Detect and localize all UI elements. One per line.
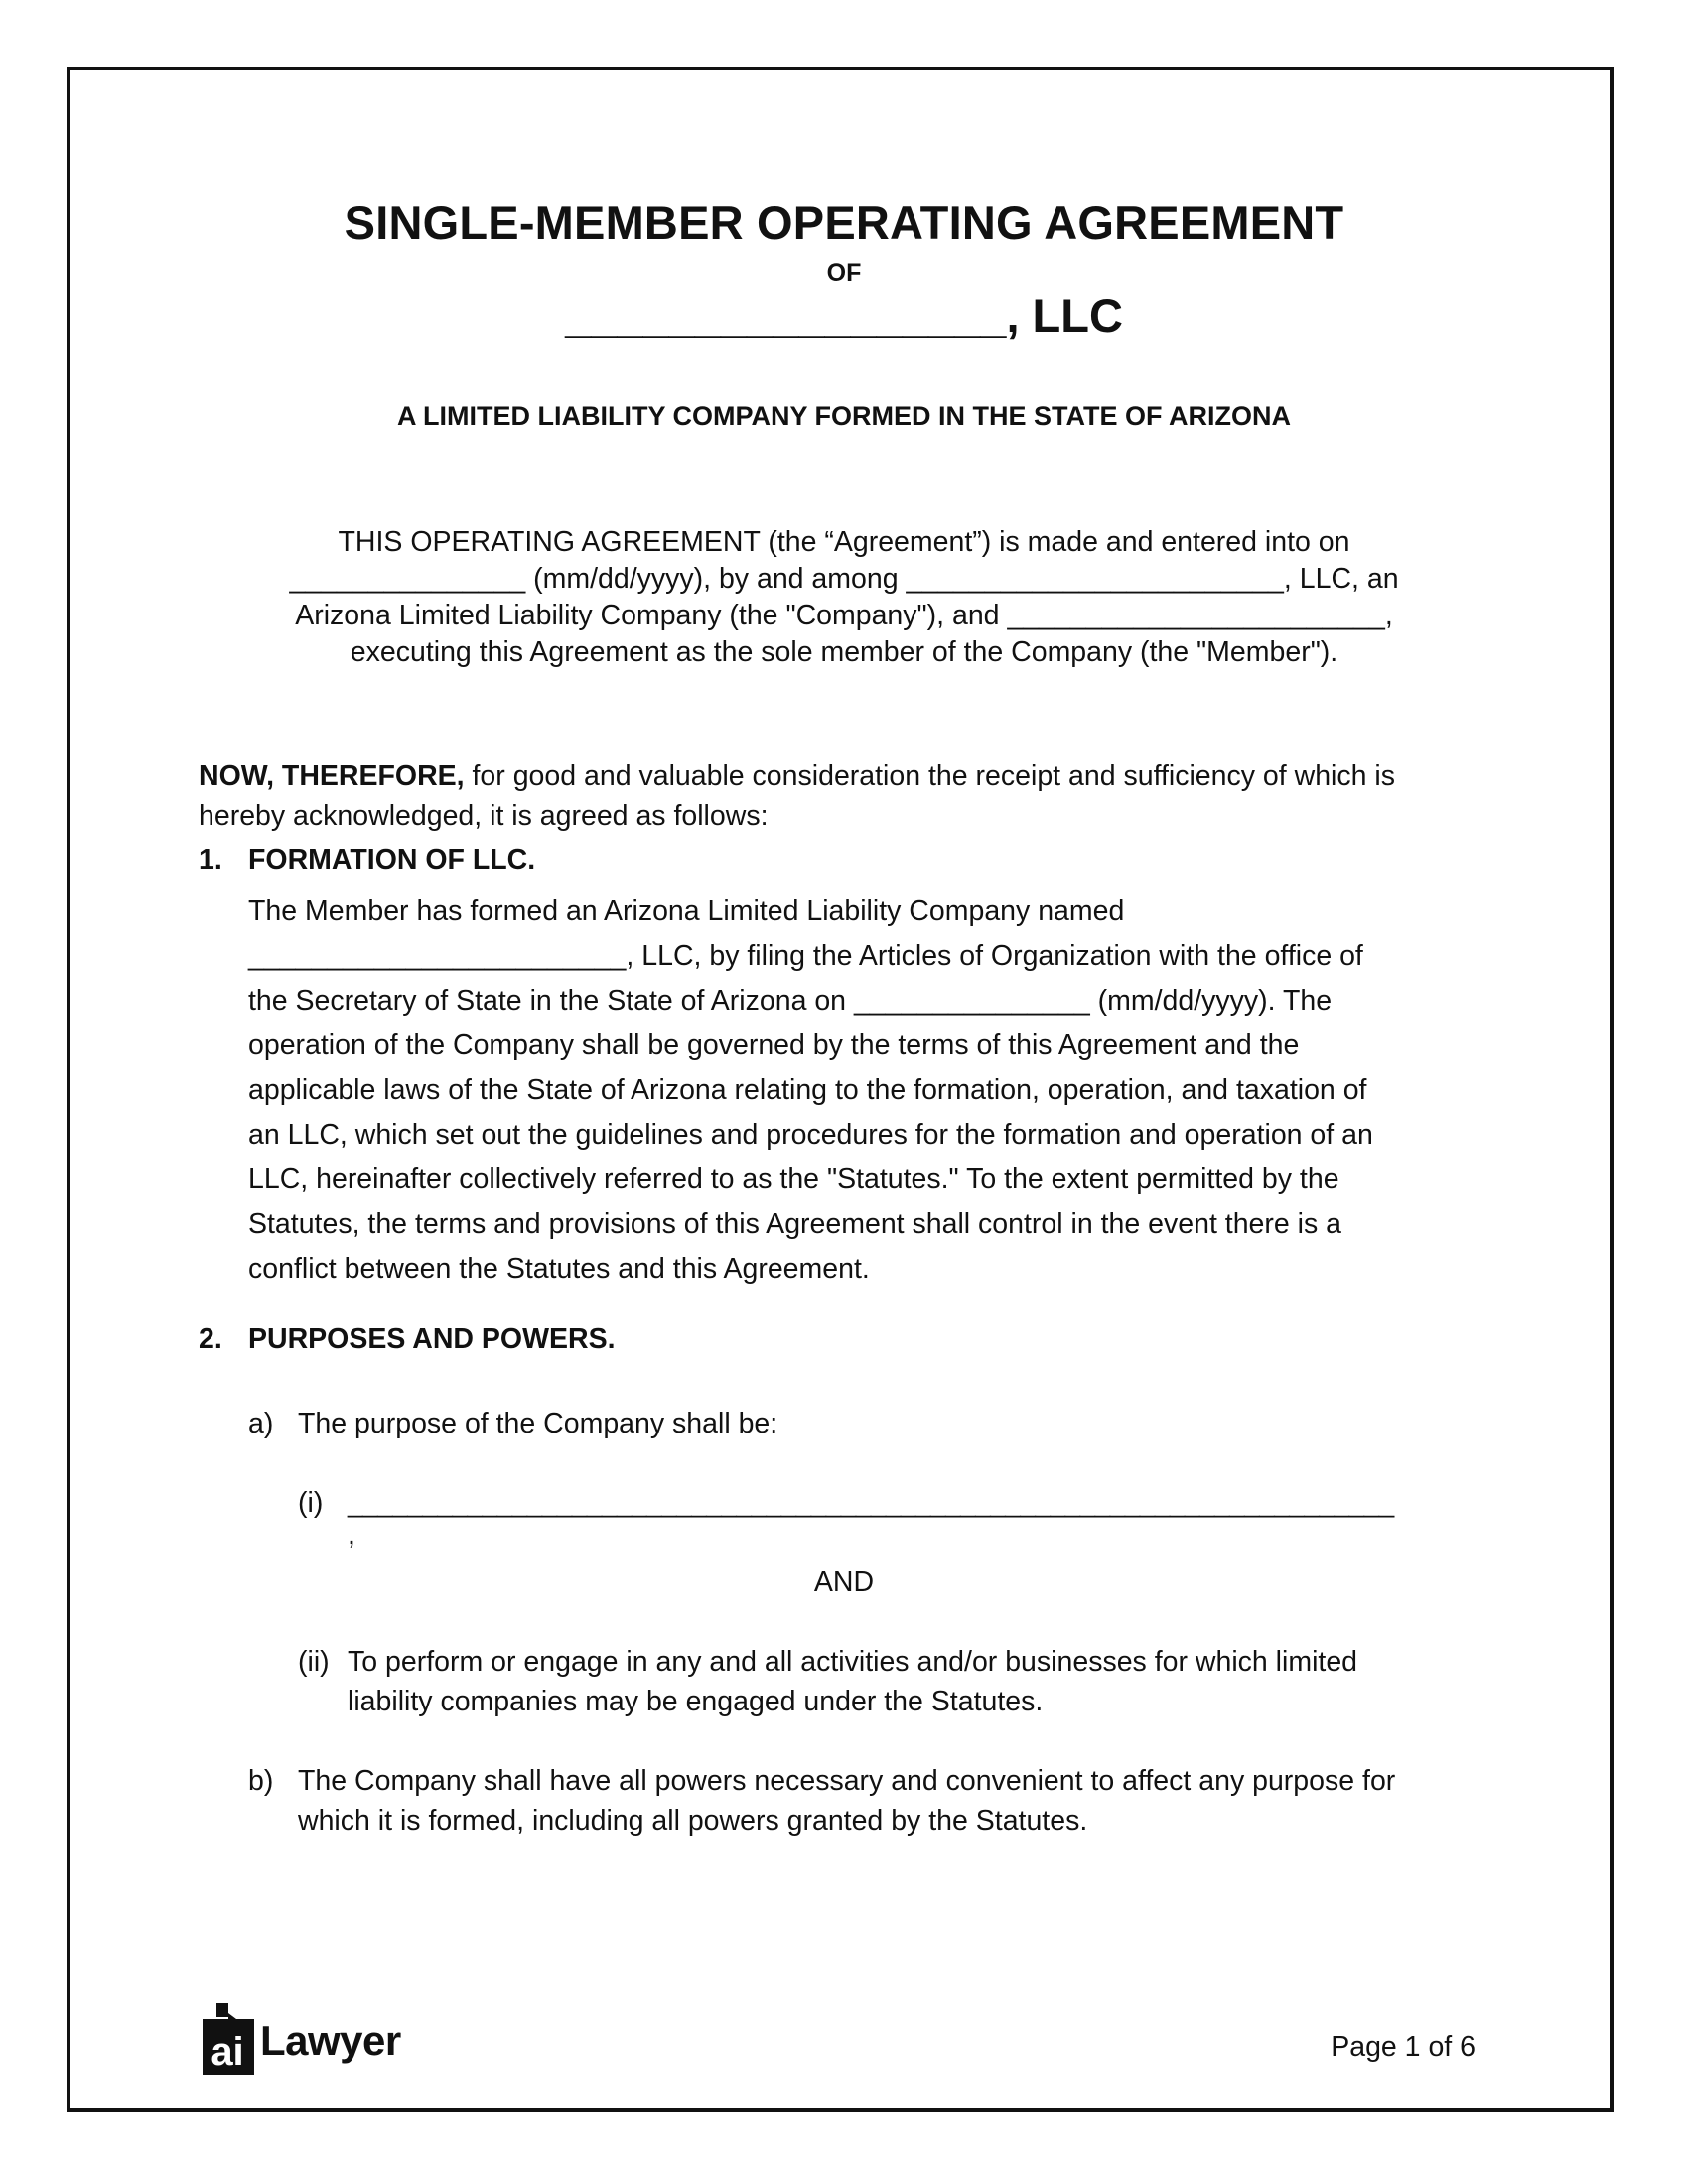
- logo-wordmark: Lawyer: [260, 2017, 401, 2064]
- item-b: [248, 1761, 1489, 1841]
- item-text-line: To perform or engage in any and all activities and/or businesses for which limited: [348, 1646, 1358, 1678]
- ai-logo-icon: [203, 2003, 254, 2075]
- and-separator: AND: [813, 1567, 875, 1598]
- item-label: a): [248, 1408, 274, 1439]
- title-of: OF: [826, 259, 862, 287]
- item-text-line: The Company shall have all powers necessary and convenient to affect any purpose for: [298, 1765, 1396, 1797]
- intro-line: executing this Agreement as the sole member of the Company (the "Member").: [350, 636, 1338, 668]
- section-heading: PURPOSES AND POWERS.: [248, 1323, 616, 1355]
- purpose-blank-line: ______________________________________________________________________: [348, 1487, 1394, 1518]
- item-label: (ii): [298, 1646, 330, 1678]
- section-1-heading: [199, 844, 1489, 884]
- section-heading: FORMATION OF LLC.: [248, 844, 536, 876]
- body-line: LLC, hereinafter collectively referred to as the "Statutes." To the extent permitted by the: [248, 1163, 1339, 1195]
- body-line: Statutes, the terms and provisions of this Agreement shall control in the event there is a: [248, 1208, 1342, 1240]
- body-line: ________________________, LLC, by filing the Articles of Organization with the office of: [248, 940, 1363, 972]
- document-subtitle: A LIMITED LIABILITY COMPANY FORMED IN THE STATE OF ARIZONA: [397, 401, 1291, 431]
- logo-mark-text: ai: [211, 2030, 244, 2074]
- item-label: b): [248, 1765, 274, 1797]
- company-name-line: _________________, LLC: [565, 289, 1123, 341]
- now-therefore-rest: for good and valuable consideration the receipt and sufficiency of which is: [464, 760, 1395, 792]
- intro-line: THIS OPERATING AGREEMENT (the “Agreement”) is made and entered into on: [338, 526, 1350, 558]
- now-therefore-bold: NOW, THEREFORE,: [199, 760, 465, 792]
- item-i: [298, 1483, 1489, 1563]
- body-line: an LLC, which set out the guidelines and procedures for the formation and operation of an: [248, 1119, 1373, 1151]
- page-number: Page 1 of 6: [1331, 2031, 1476, 2063]
- body-line: applicable laws of the State of Arizona relating to the formation, operation, and taxation of: [248, 1074, 1367, 1106]
- now-therefore-paragraph: [199, 756, 1489, 836]
- body-line: The Member has formed an Arizona Limited Liability Company named: [248, 895, 1125, 927]
- item-text-line: which it is formed, including all powers granted by the Statutes.: [298, 1805, 1088, 1837]
- intro-line: Arizona Limited Liability Company (the "Company"), and ________________________,: [295, 600, 1393, 631]
- body-line: conflict between the Statutes and this Agreement.: [248, 1253, 870, 1285]
- item-a: [248, 1404, 1489, 1443]
- now-therefore-line-2: hereby acknowledged, it is agreed as follows:: [199, 800, 769, 832]
- section-1-body: [248, 889, 1489, 1292]
- now-therefore-line-1: [199, 756, 1489, 796]
- item-label: (i): [298, 1487, 324, 1519]
- section-number: 1.: [199, 844, 222, 876]
- item-text: The purpose of the Company shall be:: [298, 1408, 778, 1439]
- document-title: SINGLE-MEMBER OPERATING AGREEMENT: [344, 197, 1344, 249]
- section-2-heading: [199, 1323, 1489, 1363]
- intro-paragraph: [0, 524, 1688, 671]
- item-text-line: liability companies may be engaged under the Statutes.: [348, 1686, 1044, 1717]
- section-number: 2.: [199, 1323, 222, 1355]
- item-comma: ,: [348, 1519, 355, 1551]
- item-ii: [298, 1642, 1489, 1721]
- intro-line: _______________ (mm/dd/yyyy), by and among ________________________, LLC, an: [289, 563, 1399, 595]
- body-line: the Secretary of State in the State of Arizona on _______________ (mm/dd/yyyy). The: [248, 985, 1333, 1017]
- body-line: operation of the Company shall be governed by the terms of this Agreement and the: [248, 1029, 1300, 1061]
